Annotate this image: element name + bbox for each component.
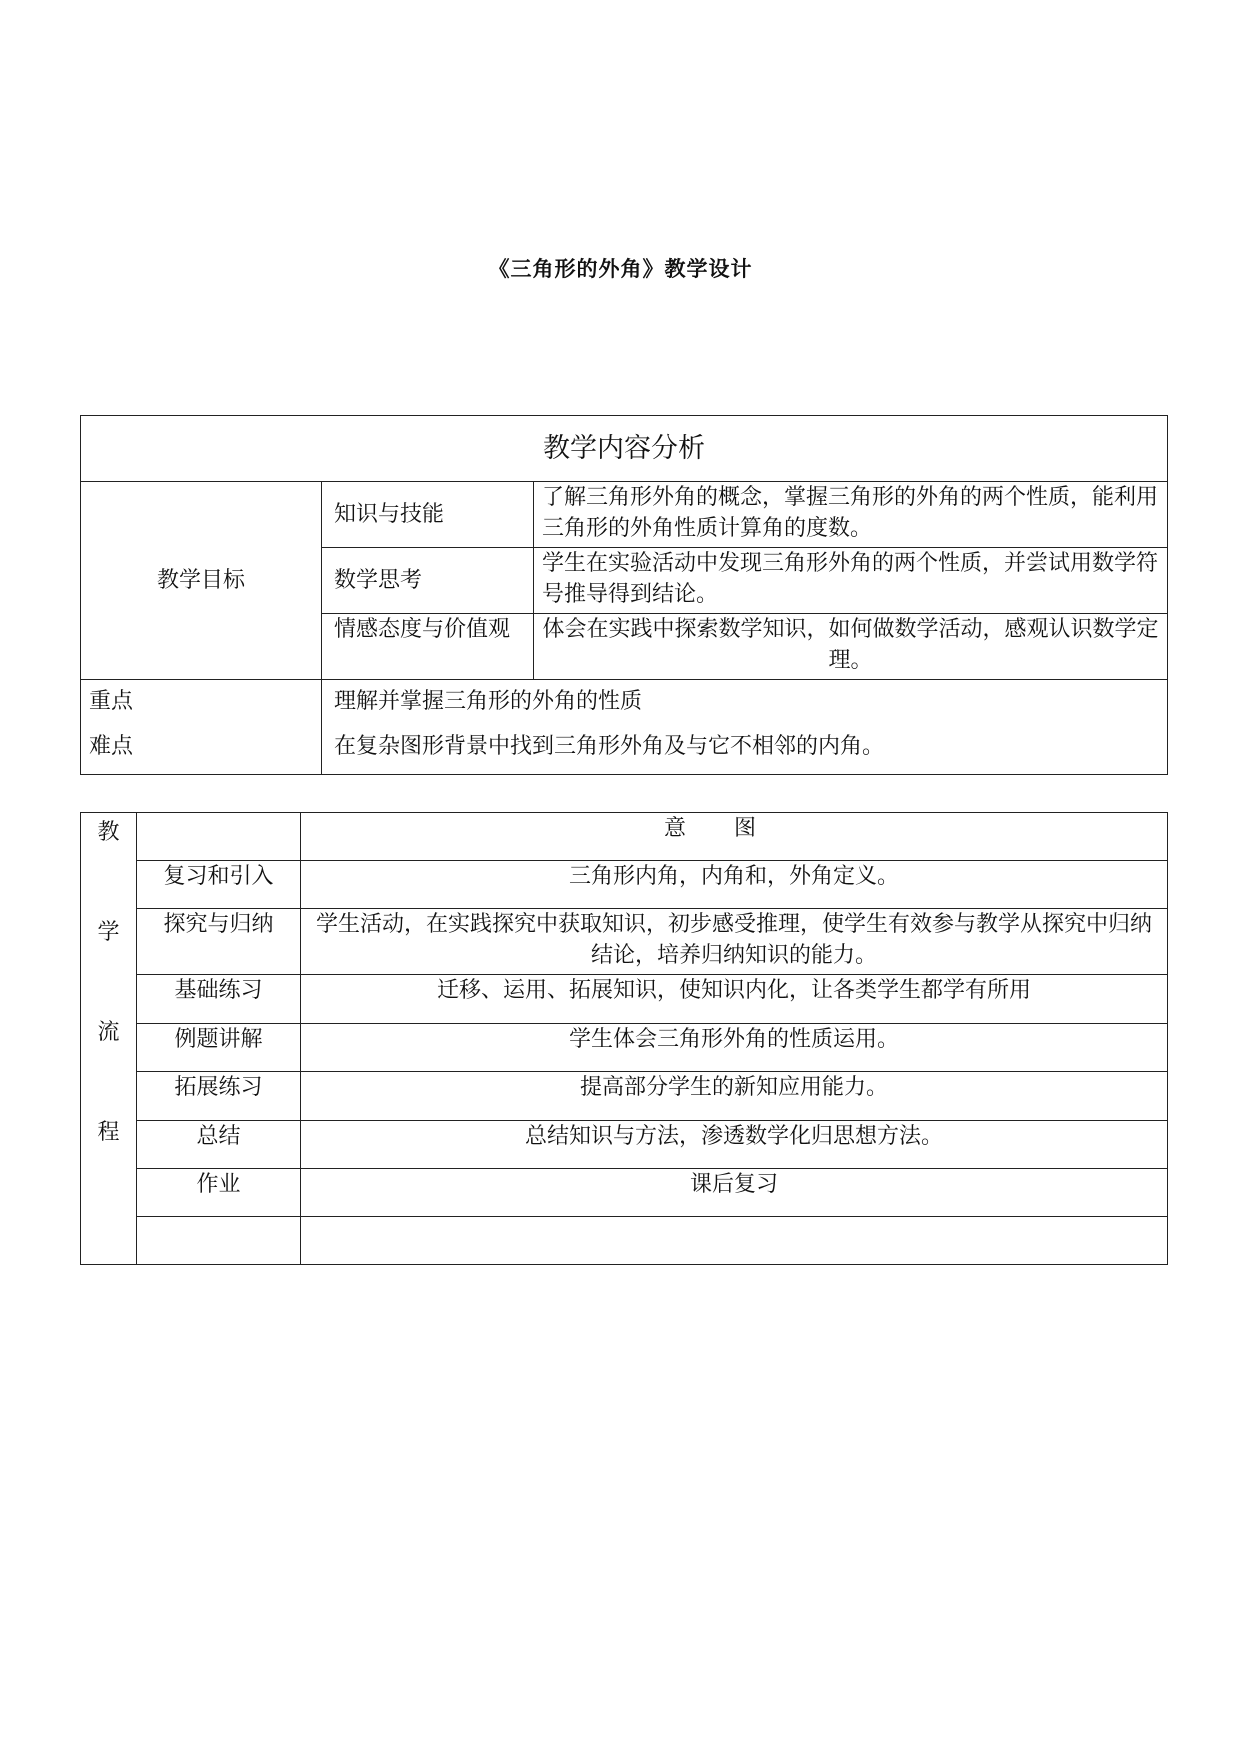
side-char: 流 <box>97 1020 120 1045</box>
step-name: 总结 <box>137 1121 301 1169</box>
goal-text: 体会在实践中探索数学知识，如何做数学活动，感观认识数学定理。 <box>534 614 1168 680</box>
step-name: 拓展练习 <box>137 1072 301 1121</box>
step-name: 作业 <box>137 1169 301 1217</box>
process-side-label <box>81 813 137 1265</box>
side-char: 程 <box>97 1120 120 1145</box>
step-name: 探究与归纳 <box>137 909 301 975</box>
step-name: 复习和引入 <box>137 861 301 909</box>
document-title: 《三角形的外角》教学设计 <box>488 257 753 281</box>
intent-header: 意图 <box>663 816 804 841</box>
step-intent: 迁移、运用、拓展知识，使知识内化，让各类学生都学有所用 <box>301 975 1168 1024</box>
goal-name: 知识与技能 <box>322 482 534 548</box>
teaching-process-table <box>80 812 1168 1265</box>
step-intent: 总结知识与方法，渗透数学化归思想方法。 <box>301 1121 1168 1169</box>
step-name: 基础练习 <box>137 975 301 1024</box>
difficulty-text: 在复杂图形背景中找到三角形外角及与它不相邻的内角。 <box>334 734 885 759</box>
side-char: 教 <box>97 820 120 845</box>
goal-text: 了解三角形外角的概念，掌握三角形的外角的两个性质，能利用三角形的外角性质计算角的度数。 <box>534 482 1168 548</box>
empty-step-cell <box>137 1217 301 1265</box>
goals-label: 教学目标 <box>81 482 322 680</box>
goal-name: 情感态度与价值观 <box>322 614 534 680</box>
step-header-blank <box>137 813 301 861</box>
step-intent: 学生体会三角形外角的性质运用。 <box>301 1024 1168 1072</box>
step-intent: 三角形内角，内角和，外角定义。 <box>301 861 1168 909</box>
goal-name: 数学思考 <box>322 548 534 614</box>
step-intent: 课后复习 <box>301 1169 1168 1217</box>
step-intent: 学生活动，在实践探究中获取知识，初步感受推理，使学生有效参与教学从探究中归纳结论，培养归纳知识的能力。 <box>301 909 1168 975</box>
content-analysis-table <box>80 415 1168 775</box>
key-text: 理解并掌握三角形的外角的性质 <box>334 689 643 714</box>
key-label: 重点 <box>89 689 134 714</box>
side-char: 学 <box>97 920 120 945</box>
goal-text: 学生在实验活动中发现三角形外角的两个性质，并尝试用数学符号推导得到结论。 <box>534 548 1168 614</box>
empty-intent-cell <box>301 1217 1168 1265</box>
analysis-caption: 教学内容分析 <box>81 416 1168 482</box>
difficulty-label: 难点 <box>89 734 134 759</box>
step-name: 例题讲解 <box>137 1024 301 1072</box>
step-intent: 提高部分学生的新知应用能力。 <box>301 1072 1168 1121</box>
